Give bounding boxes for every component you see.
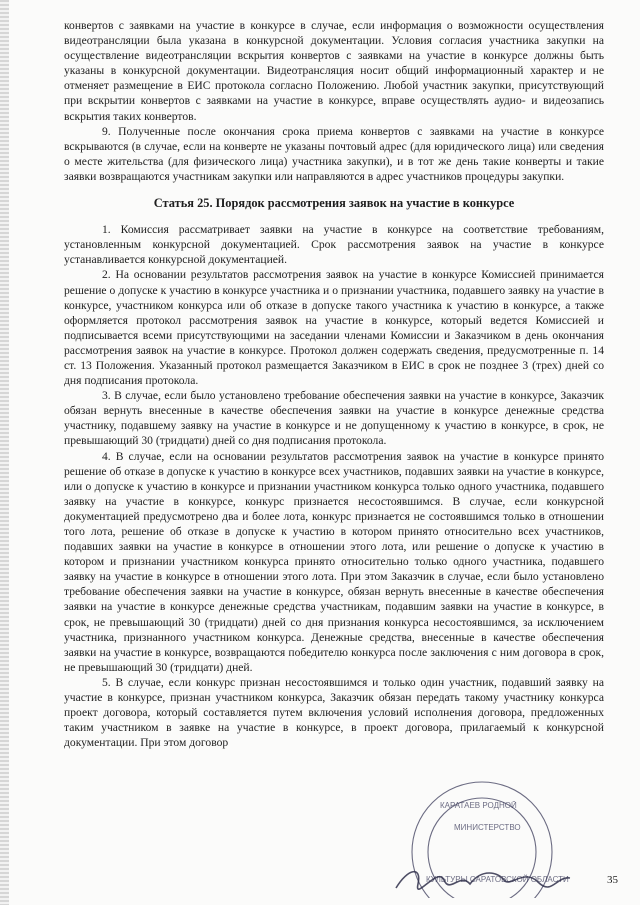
scan-page-edge (0, 0, 9, 905)
svg-text:МИНИСТЕРСТВО: МИНИСТЕРСТВО (454, 823, 521, 832)
article-heading: Статья 25. Порядок рассмотрения заявок на участие в конкурсе (153, 196, 515, 211)
svg-text:КУЛЬТУРЫ САРАТОВСКОЙ ОБЛАСТИ: КУЛЬТУРЫ САРАТОВСКОЙ ОБЛАСТИ (426, 875, 569, 884)
paragraph-2: 2. На основании результатов рассмотрения заявок на участие в конкурсе Комиссией принимается решение о допуске к участию в конкурсе участника и о признании участника, подавшего заявку на участие в конкурсе, участником конкурса или об отказе в допуске такого участника к участию в конкурсе, а также оформляется протокол рассмотрения заявок на участие в конкурсе, который ведется Комиссией и подписывается всеми присутствующими на заседании членами Комиссии и Заказчиком в день окончания рассмотрения заявок на участие в конкурсе. Протокол должен содержать сведения, предусмотренные п. 14 ст. 13 Положения. Указанный протокол размещается Заказчиком в ЕИС в срок не позднее 3 (трех) дней со дня подписания протокола. (64, 268, 604, 388)
paragraph-9: 9. Полученные после окончания срока приема конвертов с заявками на участие в конкурсе вскрываются (в случае, если на конверте не указаны почтовый адрес (для юридического лица) или сведения о месте жительства (для физического лица) участника закупки), и в тот же день такие конверты и такие заявки возвращаются участникам закупки или направляются в адрес участников процедуры закупки. (64, 124, 604, 183)
paragraph-continuation: конвертов с заявками на участие в конкурсе в случае, если информация о возможности осуществления видеотрансляции была указана в конкурсной документации. Условия согласия участника закупки на осуществление видеотрансляции вскрытия конвертов с заявками на участие в конкурсе должны быть указаны в конкурсной документации. Видеотрансляция носит общий информационный характер и не отменяет размещение в ЕИС протокола согласно Положению. Любой участник закупки, присутствующий при вскрытии конвертов с заявками на участие в конкурсе, вправе осуществлять аудио- и видеозапись вскрытия таких конвертов. (64, 19, 604, 123)
paragraph-5: 5. В случае, если конкурс признан несостоявшимся и только один участник, подавший заявку на участие в конкурсе, признан участником конкурса, Заказчик обязан передать такому участнику конкурса проект договора, который составляется путем включения условий исполнения договора, предложенных таким участником в заявке на участие в конкурсе, в проект договора, прилагаемый к конкурсной документации. При этом договор (64, 675, 604, 750)
paragraph-4: 4. В случае, если на основании результатов рассмотрения заявок на участие в конкурсе принято решение об отказе в допуске к участию в конкурсе всех участников, подавших заявки на участие в конкурсе, или о допуске к участию в конкурсе и признании участником конкурса только одного участника, подавшего заявку на участие в конкурсе, конкурс признается несостоявшимся. В случае, если конкурсной документацией предусмотрено два и более лота, конкурс признается не состоявшимся только в отношении того лота, решение об отказе в допуске к участию в котором принято относительно всех участников, подавших заявки на участие в конкурсе в отношении этого лота, или решение о допуске к участию в котором и признании участником конкурса принято относительно только одного участника, подавшего заявку на участие в конкурсе в отношении этого лота. При этом Заказчик в случае, если было установлено требование обеспечения заявки на участие в конкурсе, обязан вернуть внесенные в качестве обеспечения заявки на участие в конкурсе денежные средства участникам, подавшим заявки на участие в конкурсе, в срок, не превышающий 30 (тридцати) дней со дня признания конкурса несостоявшимся, за исключением участника, признанного участником конкурса. Денежные средства, внесенные в качестве обеспечения заявки на участие в конкурсе, возвращаются победителю конкурса после заключения с ним договора в срок, не превышающий 30 (тридцати) дней. (64, 449, 604, 674)
document-body (64, 18, 604, 750)
official-seal-stamp (378, 780, 586, 898)
paragraph-1: 1. Комиссия рассматривает заявки на участие в конкурсе на соответствие требованиям, установленным конкурсной документацией. Срок рассмотрения заявок на участие в конкурсе устанавливается конкурсной документацией. (64, 223, 604, 267)
svg-text:КАРАТАЕВ РОДНОЙ: КАРАТАЕВ РОДНОЙ (440, 801, 517, 810)
paragraph-3: 3. В случае, если было установлено требование обеспечения заявки на участие в конкурсе, Заказчик обязан вернуть внесенные в качестве обеспечения заявки на участие в конкурсе денежные средства участнику, подавшему заявку на участие в конкурсе и не допущенному к участию в конкурсе, в срок, не превышающий 30 (тридцати) дней со дня подписания протокола. (64, 389, 604, 448)
page-number: 35 (607, 874, 618, 886)
